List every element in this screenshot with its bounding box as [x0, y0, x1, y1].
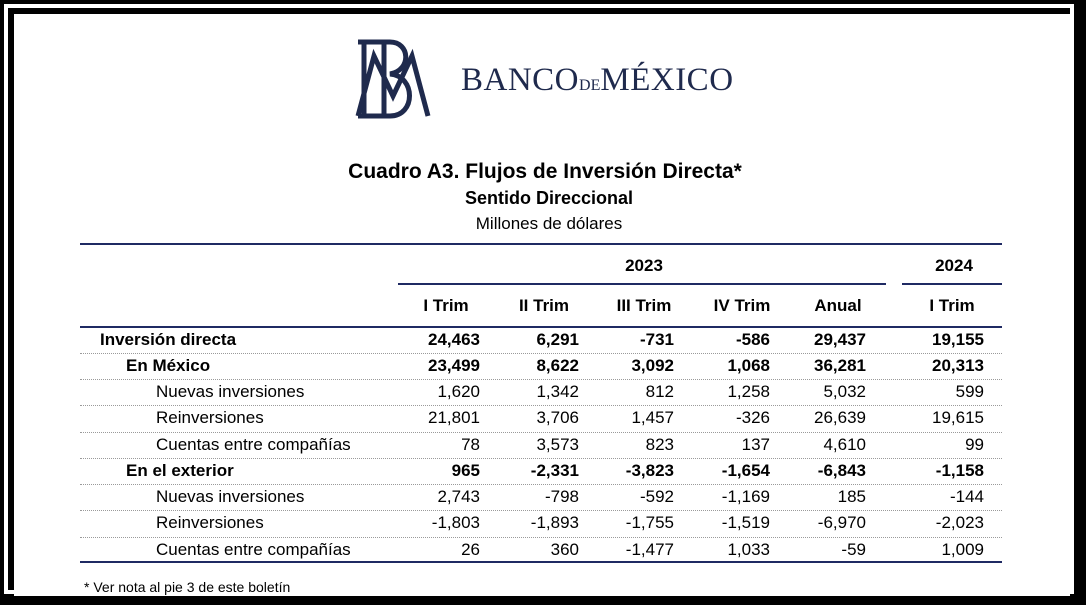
- table-cell: -2,023: [935, 513, 984, 532]
- table-cell: 26,639: [814, 408, 866, 427]
- table-cell: 137: [741, 435, 770, 454]
- row-label: Nuevas inversiones: [156, 382, 305, 401]
- table-cell: -1,158: [935, 461, 984, 480]
- table-cell: -1,755: [625, 513, 674, 532]
- table-cell: 6,291: [536, 330, 579, 349]
- col-header: IV Trim: [713, 296, 771, 315]
- table-cell: -59: [841, 540, 866, 559]
- table-cell: -731: [639, 330, 674, 349]
- table-units: Millones de dólares: [475, 214, 623, 233]
- row-divider: [80, 484, 1002, 485]
- table-cell: -1,893: [530, 513, 579, 532]
- col-header: I Trim: [423, 296, 469, 315]
- table-cell: 823: [645, 435, 674, 454]
- table-cell: 19,615: [932, 408, 984, 427]
- table-cell: 965: [451, 461, 480, 480]
- table-cell: -326: [735, 408, 770, 427]
- table-cell: -144: [949, 487, 984, 506]
- table-cell: 1,620: [437, 382, 480, 401]
- table-cell: 3,092: [631, 356, 674, 375]
- table-cell: 5,032: [823, 382, 866, 401]
- row-label: Cuentas entre compañías: [156, 435, 351, 454]
- table-cell: 99: [965, 435, 984, 454]
- table-cell: 360: [550, 540, 579, 559]
- table-cell: 78: [461, 435, 480, 454]
- table-cell: -1,654: [721, 461, 770, 480]
- table-cell: -6,843: [817, 461, 866, 480]
- table-cell: 19,155: [932, 330, 984, 349]
- footnote: * Ver nota al pie 3 de este boletín: [84, 579, 291, 595]
- row-divider: [80, 432, 1002, 433]
- row-label: Reinversiones: [156, 513, 264, 532]
- table-cell: 1,033: [727, 540, 770, 559]
- row-divider: [80, 379, 1002, 380]
- table-cell: 2,743: [437, 487, 480, 506]
- year-2023-rule: [398, 283, 886, 285]
- table-title: Cuadro A3. Flujos de Inversión Directa*: [348, 160, 742, 183]
- table-cell: 29,437: [814, 330, 866, 349]
- table-cell: -3,823: [625, 461, 674, 480]
- table-bottom-rule: [80, 561, 1002, 563]
- table-cell: 26: [461, 540, 480, 559]
- table-cell: 24,463: [428, 330, 480, 349]
- table-cell: 1,457: [631, 408, 674, 427]
- row-label: Cuentas entre compañías: [156, 540, 351, 559]
- row-divider: [80, 405, 1002, 406]
- col-header: I Trim: [929, 296, 975, 315]
- table-cell: -592: [639, 487, 674, 506]
- row-divider: [80, 510, 1002, 511]
- table-cell: 1,342: [536, 382, 579, 401]
- row-label: En el exterior: [126, 461, 234, 480]
- row-label: Reinversiones: [156, 408, 264, 427]
- row-divider: [80, 458, 1002, 459]
- table-cell: 1,258: [727, 382, 770, 401]
- col-header: III Trim: [616, 296, 672, 315]
- table-cell: 36,281: [814, 356, 866, 375]
- document-page: [14, 14, 1070, 596]
- row-label: Inversión directa: [100, 330, 237, 349]
- header-bottom-rule: [80, 326, 1002, 328]
- table-subtitle: Sentido Direccional: [464, 188, 634, 208]
- table-cell: 21,801: [428, 408, 480, 427]
- table-cell: 8,622: [536, 356, 579, 375]
- year-2024-rule: [902, 283, 1002, 285]
- table-cell: 3,573: [536, 435, 579, 454]
- table-cell: 23,499: [428, 356, 480, 375]
- table-cell: -1,477: [625, 540, 674, 559]
- bank-name: BANCODEMÉXICO: [461, 62, 734, 98]
- table-cell: 1,068: [727, 356, 770, 375]
- table-cell: 185: [837, 487, 866, 506]
- table-cell: 3,706: [536, 408, 579, 427]
- year-2023-header: 2023: [625, 256, 663, 275]
- table-cell: 599: [955, 382, 984, 401]
- table-cell: 812: [645, 382, 674, 401]
- col-header: II Trim: [518, 296, 570, 315]
- banxico-logo-icon: [350, 36, 436, 122]
- table-cell: 20,313: [932, 356, 984, 375]
- table-cell: 4,610: [823, 435, 866, 454]
- year-2024-header: 2024: [935, 256, 973, 275]
- table-cell: -1,803: [431, 513, 480, 532]
- col-header: Anual: [814, 296, 862, 315]
- table-cell: -586: [735, 330, 770, 349]
- row-divider: [80, 537, 1002, 538]
- table-cell: 1,009: [941, 540, 984, 559]
- table-cell: -2,331: [530, 461, 579, 480]
- table-cell: -1,169: [721, 487, 770, 506]
- table-cell: -798: [544, 487, 579, 506]
- table-cell: -6,970: [817, 513, 866, 532]
- table-top-rule: [80, 243, 1002, 245]
- table-cell: -1,519: [721, 513, 770, 532]
- row-divider: [80, 353, 1002, 354]
- row-label: Nuevas inversiones: [156, 487, 305, 506]
- row-label: En México: [126, 356, 211, 375]
